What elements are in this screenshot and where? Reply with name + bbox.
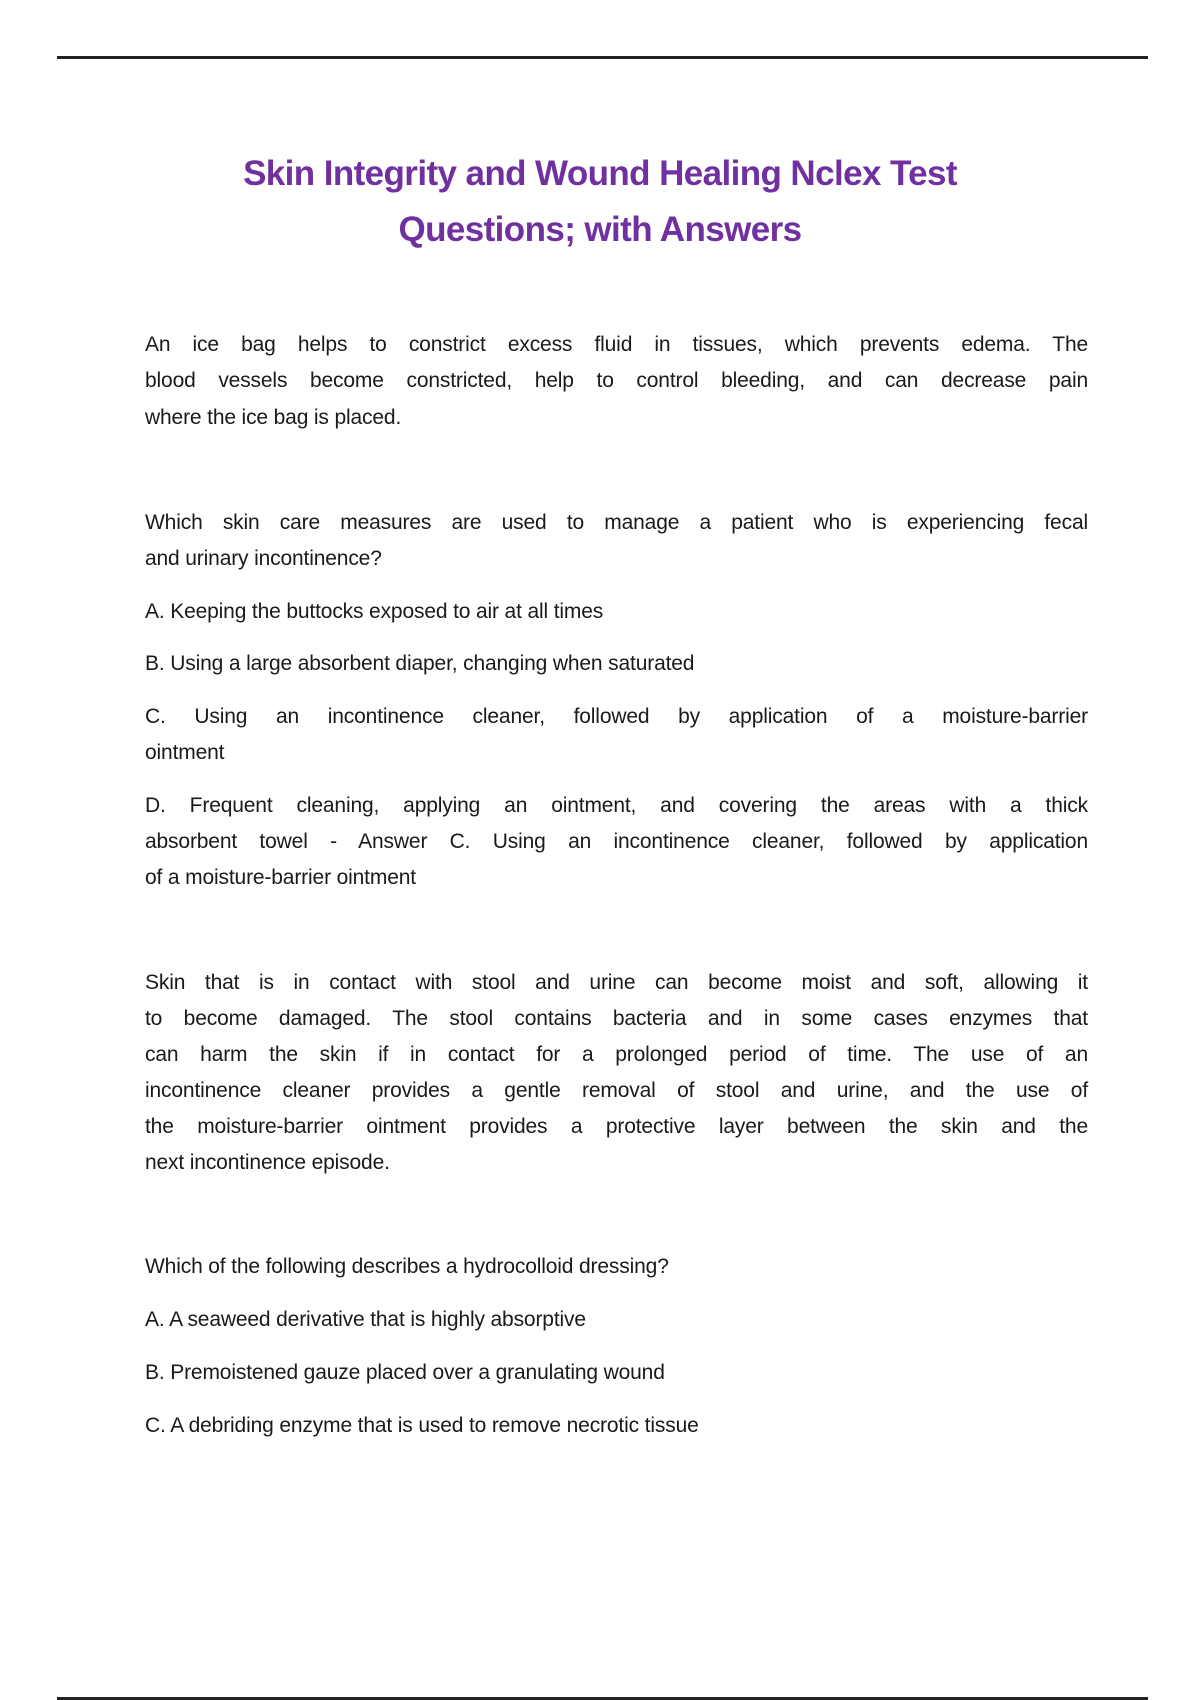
text-line: blood vessels become constricted, help to control bleeding, and can decrease pain [145,369,1088,392]
text-line: Skin that is in contact with stool and urine can become moist and soft, allowing it [145,971,1088,994]
option-c: C. Using an incontinence cleaner, followed by application of a moisture-barrier [145,705,1088,728]
document-title [0,146,1200,258]
question-stem: Which skin care measures are used to manage a patient who is experiencing fecal [145,511,1088,534]
option-d-answer: of a moisture-barrier ointment [145,866,416,889]
title-line: Skin Integrity and Wound Healing Nclex Test [243,154,957,193]
question-stem: Which of the following describes a hydrocolloid dressing? [145,1255,669,1278]
question-stem: and urinary incontinence? [145,547,382,570]
text-line: next incontinence episode. [145,1151,390,1174]
option-c: ointment [145,741,225,764]
text-line: incontinence cleaner provides a gentle removal of stool and urine, and the use of [145,1079,1088,1102]
option-d: D. Frequent cleaning, applying an ointment, and covering the areas with a thick [145,794,1088,817]
option-b: B. Premoistened gauze placed over a granulating wound [145,1361,665,1384]
text-line: to become damaged. The stool contains bacteria and in some cases enzymes that [145,1007,1088,1030]
header-rule [57,56,1148,59]
option-d-answer: absorbent towel - Answer C. Using an incontinence cleaner, followed by application [145,830,1088,853]
option-a: A. Keeping the buttocks exposed to air at all times [145,600,604,623]
option-c: C. A debriding enzyme that is used to remove necrotic tissue [145,1414,699,1437]
text-line: the moisture-barrier ointment provides a protective layer between the skin and the [145,1115,1088,1138]
text-line: can harm the skin if in contact for a prolonged period of time. The use of an [145,1043,1088,1066]
text-line: An ice bag helps to constrict excess fluid in tissues, which prevents edema. The [145,333,1088,356]
option-b: B. Using a large absorbent diaper, changing when saturated [145,652,695,675]
option-a: A. A seaweed derivative that is highly absorptive [145,1308,586,1331]
text-line: where the ice bag is placed. [145,406,402,429]
title-line: Questions; with Answers [398,210,802,249]
